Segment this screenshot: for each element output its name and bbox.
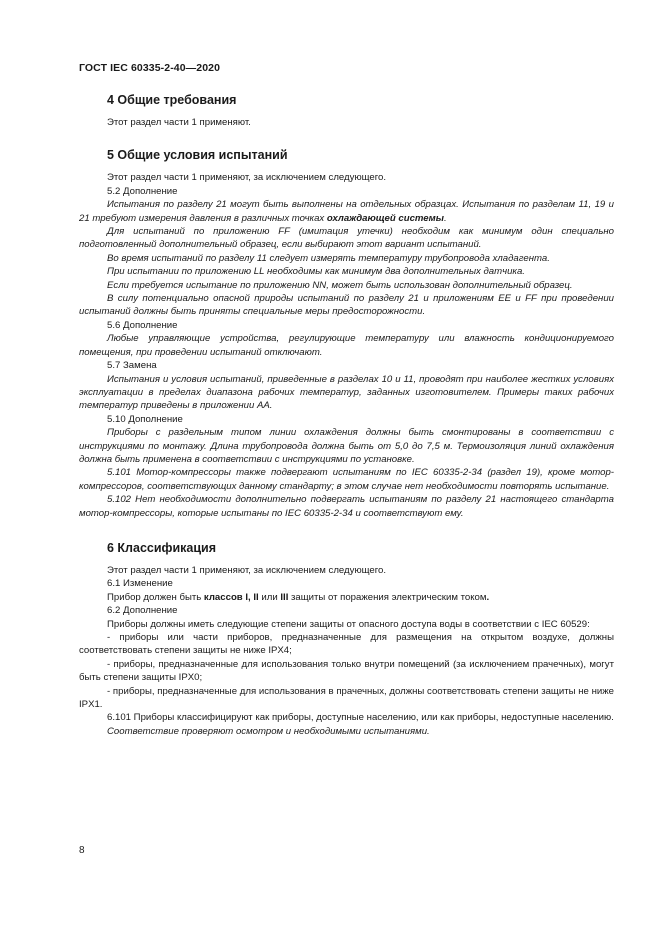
paragraph: Во время испытаний по разделу 11 следует измерять температуру трубопровода хладагента. <box>107 252 550 264</box>
paragraph: В силу потенциально опасной природы испытаний по разделу 21 и приложениям EE и FF при проведении испытаний должны быть приняты специальные меры предосторожности. <box>79 293 614 318</box>
emphasis: охлаждающей системы <box>326 212 444 224</box>
paragraph: Для испытаний по приложению FF (имитация утечки) необходим как минимум один специально подготовленный дополнительный образец, если выбирают этот вариант испытаний. <box>79 226 614 251</box>
paragraph: Этот раздел части 1 применяют. <box>107 117 251 128</box>
clause-number: 5.7 Замена <box>107 360 157 372</box>
clause-number: 5.10 Дополнение <box>107 413 183 425</box>
paragraph: Если требуется испытание по приложению NN, может быть использован дополнительный образец. <box>107 279 573 291</box>
section-5-heading: 5 Общие условия испытаний <box>107 148 288 163</box>
clause-number: 6.1 Изменение <box>107 578 173 590</box>
list-item: - приборы или части приборов, предназначенные для размещения на открытом воздухе, должны соответствовать степени защиты не ниже IPX4; <box>79 632 614 657</box>
paragraph: 5.101 Мотор-компрессоры также подвергают испытаниям по IEC 60335-2-34 (раздел 19), кроме мотор-компрессоров, соответствующих данному стандарту; в этом случае нет необходимости повторять испытание. <box>79 467 614 492</box>
document-body <box>79 92 614 738</box>
list-item: - приборы, предназначенные для использования в прачечных, должны соответствовать степени защиты не ниже IPX1. <box>79 685 614 711</box>
section-4 <box>79 92 614 129</box>
clause-number: 6.2 Дополнение <box>107 605 178 617</box>
emphasis: классов I, II <box>203 591 259 603</box>
paragraph: Этот раздел части 1 применяют, за исключением следующего. <box>107 172 387 184</box>
paragraph: Соответствие проверяют осмотром и необходимыми испытаниями. <box>107 725 430 737</box>
paragraph: Испытания по разделу 21 могут быть выполнены на отдельных образцах. Испытания по разделам 11, 19 и 21 требуют измерения давления в различных точках охлаждающей системы. <box>79 199 614 224</box>
page-number: 8 <box>79 845 85 856</box>
section-6 <box>79 540 614 738</box>
paragraph: Приборы должны иметь следующие степени защиты от опасного доступа воды в соответствии с IEC 60529: <box>107 618 590 630</box>
paragraph: 5.102 Нет необходимости дополнительно подвергать испытаниям по разделу 21 настоящего стандарта мотор-компрессоры, которые испытаны по IEC 60335-2-34 и соответствуют ему. <box>79 494 614 519</box>
section-4-heading: 4 Общие требования <box>107 93 237 107</box>
paragraph: Любые управляющие устройства, регулирующие температуру или влажность кондиционируемого помещения, при проведении испытаний отключают. <box>79 333 614 358</box>
section-5 <box>79 147 614 520</box>
clause-number: 5.2 Дополнение <box>107 185 178 197</box>
section-6-heading: 6 Классификация <box>107 540 217 555</box>
list-item: - приборы, предназначенные для использования только внутри помещений (за исключением прачечных), могут быть степени защиты IPX0; <box>79 658 614 684</box>
paragraph: Этот раздел части 1 применяют, за исключением следующего. <box>107 564 387 576</box>
clause-number: 5.6 Дополнение <box>107 319 178 331</box>
paragraph: 6.101 Приборы классифицируют как приборы, доступные населению, или как приборы, недоступные населению. <box>107 712 614 724</box>
emphasis: III <box>280 591 289 603</box>
paragraph: При испытании по приложению LL необходимы как минимум два дополнительных датчика. <box>107 266 525 278</box>
document-header: ГОСТ IEC 60335-2-40—2020 <box>79 62 221 74</box>
paragraph: Прибор должен быть классов I, II или III защиты от поражения электрическим током. <box>107 591 490 603</box>
paragraph: Испытания и условия испытаний, приведенные в разделах 10 и 11, проводят при наиболее жестких условиях эксплуатации в пределах диапазона рабочих температур, заданных изготовителем. Примеры таких рабочих температур приведены в приложении АА. <box>79 373 614 412</box>
paragraph: Приборы с раздельным типом линии охлаждения должны быть смонтированы в соответствии с инструкциями по монтажу. Длина трубопровода должна быть от 5,0 до 7,5 м. Термоизоляция линий охлаждения должна быть применена в соответствии с инструкциями по установке. <box>79 427 614 465</box>
